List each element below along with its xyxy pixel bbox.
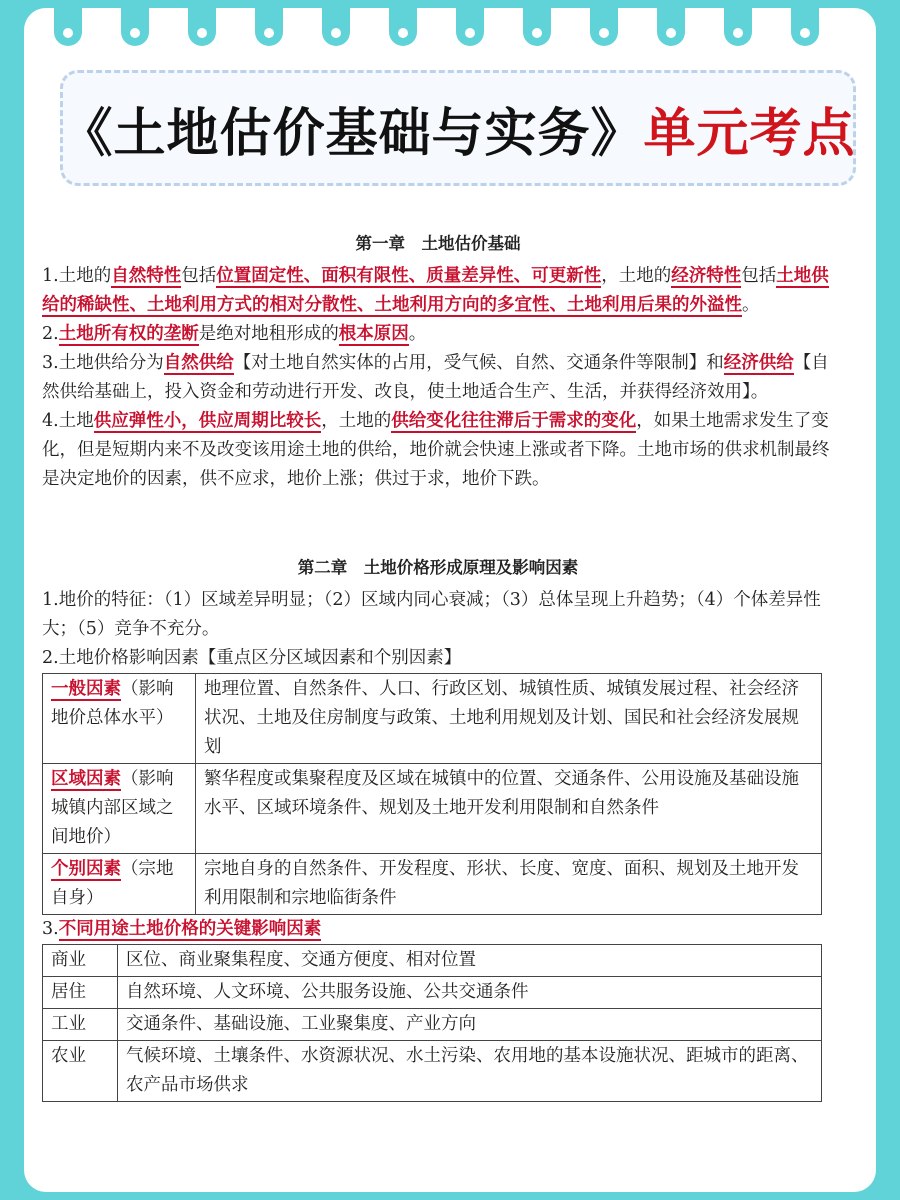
- chapter-1-point-1: 1.土地的自然特性包括位置固定性、面积有限性、质量差异性、可更新性，土地的经济特性包括土地供给的稀缺性、土地利用方式的相对分散性、土地利用方向的多宜性、土地利用后果的外溢性。: [42, 266, 829, 315]
- highlight: 区域因素: [51, 769, 121, 789]
- table-row: [43, 945, 822, 977]
- land-use-desc-cell: 气候环境、土壤条件、水资源状况、水土污染、农用地的基本设施状况、距城市的距离、农产品市场供求: [118, 1041, 822, 1102]
- binder-ring-icon: [590, 2, 618, 46]
- table-row: [43, 977, 822, 1009]
- factor-desc-cell: 地理位置、自然条件、人口、行政区划、城镇性质、城镇发展过程、社会经济状况、土地及住房制度与政策、土地利用规划及计划、国民和社会经济发展规划: [196, 674, 822, 764]
- factor-name-cell: 区域因素（影响城镇内部区域之间地价）: [43, 764, 196, 854]
- binder-ring-icon: [54, 2, 82, 46]
- title-banner: [60, 70, 856, 186]
- page-title: 《土地估价基础与实务》: [60, 103, 644, 164]
- binder-ring-icon: [121, 2, 149, 46]
- binder-ring-icon: [188, 2, 216, 46]
- page-title-accent: 单元考点: [643, 103, 856, 164]
- land-use-cell: 居住: [43, 977, 118, 1009]
- table-row: [43, 764, 822, 854]
- chapter-2-title: 第二章 土地价格形成原理及影响因素: [297, 558, 579, 577]
- factor-name-cell: 一般因素（影响地价总体水平）: [43, 674, 196, 764]
- land-use-desc-cell: 自然环境、人文环境、公共服务设施、公共交通条件: [118, 977, 822, 1009]
- land-use-cell: 农业: [43, 1041, 118, 1102]
- highlight: 一般因素: [51, 679, 121, 699]
- land-use-cell: 商业: [43, 945, 118, 977]
- binder-ring-icon: [255, 2, 283, 46]
- factor-desc-cell: 繁华程度或集聚程度及区域在城镇中的位置、交通条件、公用设施及基础设施水平、区域环境条件、规划及土地开发利用限制和自然条件: [196, 764, 822, 854]
- price-factors-table: [42, 673, 822, 915]
- chapter-2-point-1: 1.地价的特征：（1）区域差异明显；（2）区域内同心衰减；（3）总体呈现上升趋势；（4）个体差异性大；（5）竞争不充分。: [42, 590, 821, 639]
- table-row: [43, 1009, 822, 1041]
- highlight: 根本原因: [338, 324, 409, 344]
- highlight: 位置固定性、面积有限性、质量差异性、可更新性: [216, 266, 602, 286]
- highlight: 供给变化往往滞后于需求的变化: [391, 411, 637, 431]
- chapter-1-point-2: 2.土地所有权的垄断是绝对地租形成的根本原因。: [42, 324, 427, 344]
- factor-name-cell: 个别因素（宗地自身）: [43, 854, 196, 915]
- land-use-desc-cell: 区位、商业聚集程度、交通方便度、相对位置: [118, 945, 822, 977]
- highlight: 自然供给: [163, 353, 234, 373]
- highlight: 土地所有权的垄断: [58, 324, 199, 344]
- land-use-desc-cell: 交通条件、基础设施、工业聚集度、产业方向: [118, 1009, 822, 1041]
- chapter-2-point-3: 3.不同用途土地价格的关键影响因素: [42, 919, 322, 939]
- chapter-1-point-4: 4.土地供应弹性小，供应周期比较长，土地的供给变化往往滞后于需求的变化，如果土地需求发生了变化，但是短期内来不及改变该用途土地的供给，地价就会快速上涨或者下降。土地市场的供求机制最终是决定地价的因素，供不应求，地价上涨；供过于求，地价下跌。: [42, 411, 830, 489]
- chapter-1-point-3: 3.土地供给分为自然供给【对土地自然实体的占用，受气候、自然、交通条件等限制】和经济供给【自然供给基础上，投入资金和劳动进行开发、改良，使土地适合生产、生活，并获得经济效用】。: [42, 353, 829, 402]
- chapter-2-point-2: 2.土地价格影响因素【重点区分区域因素和个别因素】: [42, 648, 462, 668]
- chapter-1-title: 第一章 土地估价基础: [355, 234, 521, 253]
- highlight: 土地供给的稀缺性、土地利用方式的相对分散性、土地利用方向的多宜性、土地利用后果的外溢性: [42, 266, 829, 315]
- section-gap: [42, 494, 834, 556]
- table-row: [43, 674, 822, 764]
- land-use-factors-table: [42, 944, 822, 1102]
- table-row: [43, 1041, 822, 1102]
- binder-ring-icon: [322, 2, 350, 46]
- highlight: 供应弹性小，供应周期比较长: [93, 411, 322, 431]
- binder-ring-icon: [657, 2, 685, 46]
- land-use-cell: 工业: [43, 1009, 118, 1041]
- highlight: 经济特性: [671, 266, 742, 286]
- table-row: [43, 854, 822, 915]
- binder-ring-icon: [456, 2, 484, 46]
- binder-ring-icon: [791, 2, 819, 46]
- highlight: 不同用途土地价格的关键影响因素: [58, 919, 322, 939]
- highlight: 自然特性: [111, 266, 182, 286]
- highlight: 经济供给: [723, 353, 794, 373]
- binder-ring-icon: [724, 2, 752, 46]
- document-body: [42, 232, 834, 1102]
- factor-desc-cell: 宗地自身的自然条件、开发程度、形状、长度、宽度、面积、规划及土地开发利用限制和宗地临街条件: [196, 854, 822, 915]
- binder-ring-icon: [389, 2, 417, 46]
- binder-ring-icon: [523, 2, 551, 46]
- highlight: 个别因素: [51, 859, 121, 879]
